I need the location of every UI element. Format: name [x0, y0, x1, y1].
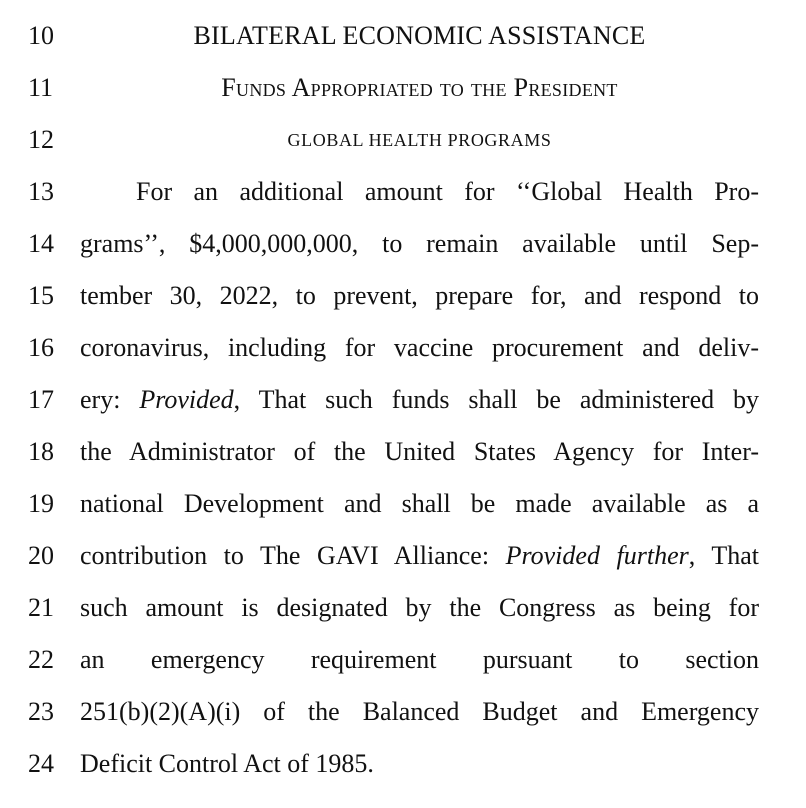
- bill-line: [0, 374, 806, 426]
- bill-text: Deficit Control Act of 1985.: [80, 749, 374, 778]
- bill-line: [0, 62, 806, 114]
- bill-line: [0, 738, 806, 790]
- line-number: 24: [28, 749, 54, 778]
- text-run: ery:: [80, 385, 140, 414]
- bill-text: For an additional amount for ‘‘Global Health Pro-: [136, 177, 759, 206]
- line-number: 21: [28, 593, 54, 622]
- bill-line: [0, 582, 806, 634]
- bill-text: an emergency requirement pursuant to section: [80, 645, 759, 674]
- italic-proviso: Provided further: [505, 541, 689, 570]
- text-run: contribution to The GAVI Alliance:: [80, 541, 506, 570]
- bill-line: [0, 114, 806, 166]
- bill-text: grams’’, $4,000,000,000, to remain available until Sep-: [80, 229, 759, 258]
- line-number: 17: [28, 385, 54, 414]
- title-heading: BILATERAL ECONOMIC ASSISTANCE: [193, 21, 646, 50]
- bill-line: [0, 218, 806, 270]
- bill-line: [0, 426, 806, 478]
- bill-text: the Administrator of the United States Agency for Inter-: [80, 437, 759, 466]
- bill-line: [0, 10, 806, 62]
- bill-line: [0, 166, 806, 218]
- line-number: 11: [28, 73, 54, 102]
- line-number: 12: [28, 125, 54, 154]
- line-number: 16: [28, 333, 54, 362]
- line-number: 23: [28, 697, 54, 726]
- line-number: 22: [28, 645, 54, 674]
- italic-proviso: Provided: [139, 385, 234, 414]
- bill-text: national Development and shall be made available as a: [80, 489, 759, 518]
- bill-text: tember 30, 2022, to prevent, prepare for, and respond to: [80, 281, 759, 310]
- bill-line: [0, 270, 806, 322]
- subtitle-heading: Funds Appropriated to the President: [221, 73, 618, 102]
- line-number: 13: [28, 177, 54, 206]
- bill-text: [80, 530, 759, 582]
- bill-line: [0, 322, 806, 374]
- section-heading: GLOBAL HEALTH PROGRAMS: [287, 130, 552, 150]
- bill-text: such amount is designated by the Congress as being for: [80, 593, 759, 622]
- text-run: , That such funds shall be administered by: [233, 385, 759, 414]
- line-number: 14: [28, 229, 54, 258]
- line-number: 15: [28, 281, 54, 310]
- text-run: , That: [688, 541, 759, 570]
- bill-text: coronavirus, including for vaccine procurement and deliv-: [80, 333, 759, 362]
- bill-text: [80, 374, 759, 426]
- line-number: 20: [28, 541, 54, 570]
- bill-line: [0, 634, 806, 686]
- line-number: 10: [28, 21, 54, 50]
- bill-text: 251(b)(2)(A)(i) of the Balanced Budget and Emergency: [80, 697, 759, 726]
- line-number: 18: [28, 437, 54, 466]
- line-number: 19: [28, 489, 54, 518]
- bill-line: [0, 530, 806, 582]
- bill-line: [0, 478, 806, 530]
- bill-line: [0, 686, 806, 738]
